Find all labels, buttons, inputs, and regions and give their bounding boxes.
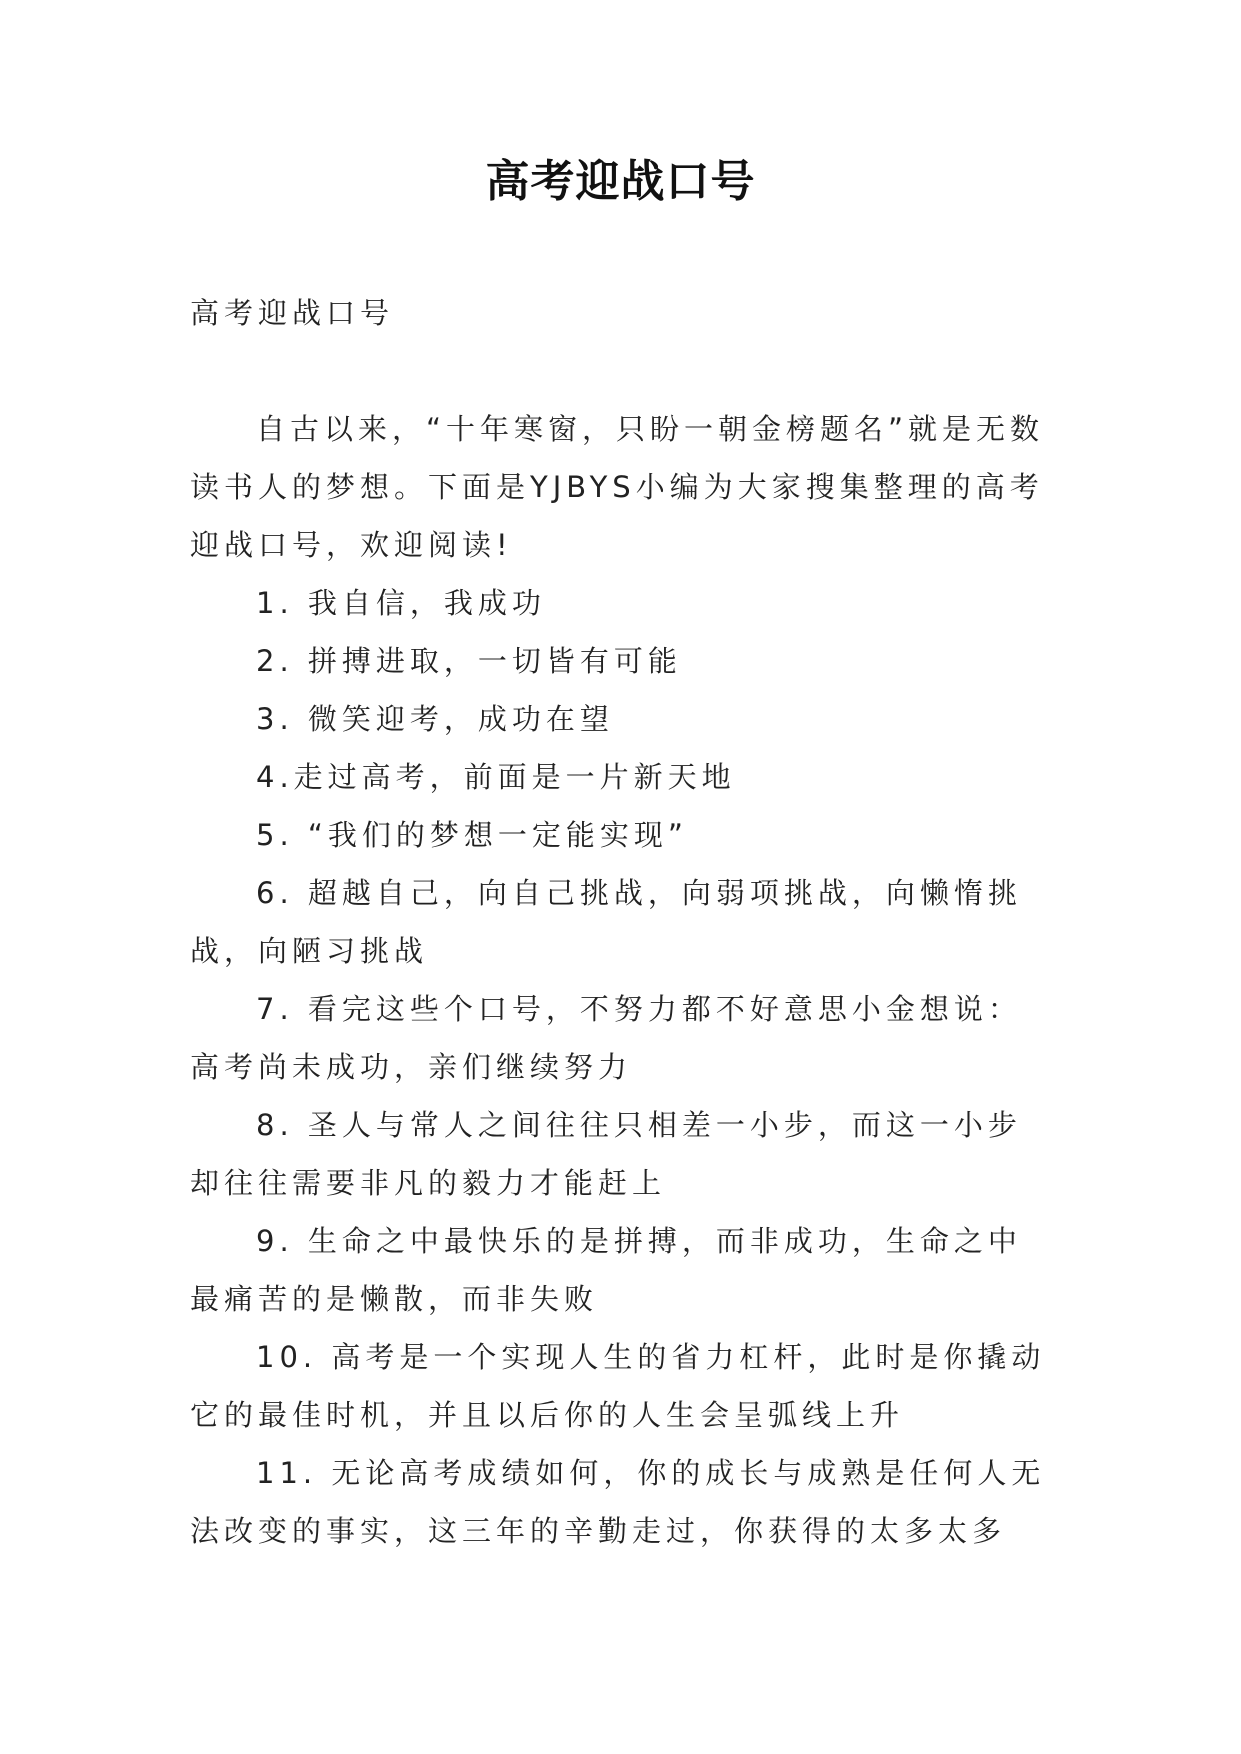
slogan-item-9: 9. 生命之中最快乐的是拼搏，而非成功，生命之中最痛苦的是懒散，而非失败 — [190, 1224, 1022, 1316]
document-body — [190, 284, 1050, 1560]
slogan-item-7: 7. 看完这些个口号，不努力都不好意思小金想说：高考尚未成功，亲们继续努力 — [190, 992, 1022, 1084]
document-title: 高考迎战口号 — [485, 156, 756, 207]
slogan-item-2: 2. 拼搏进取，一切皆有可能 — [256, 644, 682, 678]
slogan-item-5: 5. “我们的梦想一定能实现” — [256, 818, 688, 852]
document-subheading: 高考迎战口号 — [190, 296, 395, 330]
intro-paragraph: 自古以来，“十年寒窗，只盼一朝金榜题名”就是无数读书人的梦想。下面是YJBYS小编为大家搜集整理的高考迎战口号，欢迎阅读! — [190, 412, 1045, 562]
slogan-item-10: 10. 高考是一个实现人生的省力杠杆，此时是你撬动它的最佳时机，并且以后你的人生会呈弧线上升 — [190, 1340, 1046, 1432]
slogan-item-1: 1. 我自信，我成功 — [256, 586, 546, 620]
slogan-item-4: 4.走过高考，前面是一片新天地 — [256, 760, 736, 794]
slogan-item-6: 6. 超越自己，向自己挑战，向弱项挑战，向懒惰挑战，向陋习挑战 — [190, 876, 1022, 968]
slogan-item-11: 11. 无论高考成绩如何，你的成长与成熟是任何人无法改变的事实，这三年的辛勤走过，你获得的太多太多 — [190, 1456, 1046, 1548]
slogan-item-3: 3. 微笑迎考，成功在望 — [256, 702, 614, 736]
slogan-item-8: 8. 圣人与常人之间往往只相差一小步，而这一小步却往往需要非凡的毅力才能赶上 — [190, 1108, 1022, 1200]
